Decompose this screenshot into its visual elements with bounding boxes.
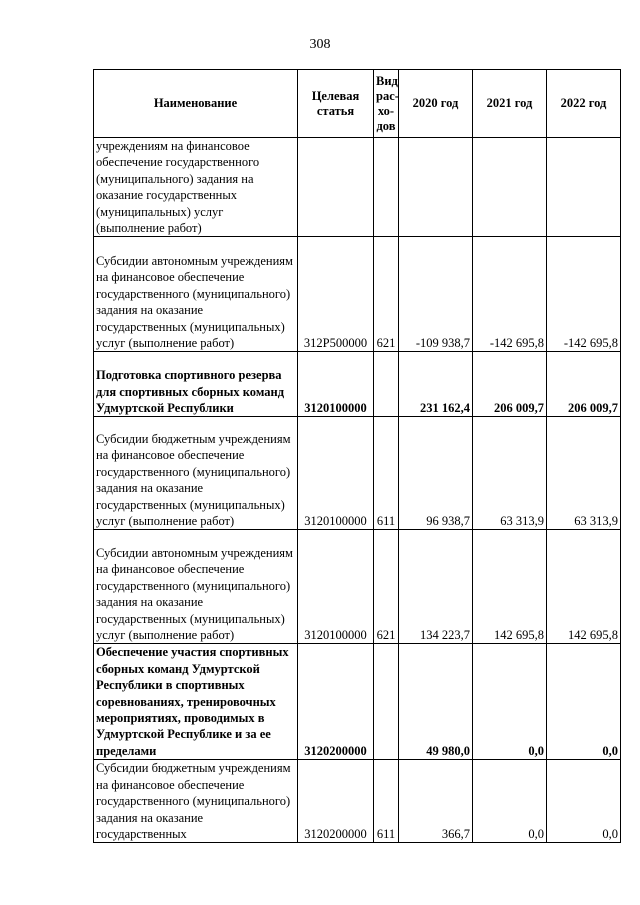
row-2022: 206 009,7: [547, 352, 621, 417]
row-2021: 206 009,7: [473, 352, 547, 417]
row-type: [374, 138, 399, 237]
row-type: 621: [374, 530, 399, 644]
table-row: [94, 237, 621, 352]
row-2020: 49 980,0: [399, 644, 473, 760]
table-row: [94, 530, 621, 644]
row-target: 3120100000: [298, 530, 374, 644]
header-target: Целевая статья: [298, 70, 374, 138]
row-2021: 142 695,8: [473, 530, 547, 644]
row-2021: -142 695,8: [473, 237, 547, 352]
row-2021: 0,0: [473, 644, 547, 760]
row-2020: 366,7: [399, 760, 473, 843]
row-name: Субсидии автономным учреждениям на финансовое обеспечение государственного (муниципального) задания на оказание государственных (муниципальных) услуг (выполнение работ): [94, 237, 298, 352]
row-target: 3120100000: [298, 417, 374, 530]
row-name: Субсидии бюджетным учреждениям на финансовое обеспечение государственного (муниципального) задания на оказание государственных: [94, 760, 298, 843]
row-target: 3120200000: [298, 760, 374, 843]
table-row: [94, 352, 621, 417]
row-type: [374, 644, 399, 760]
row-2021: [473, 138, 547, 237]
header-name: Наименование: [94, 70, 298, 138]
row-target: [298, 138, 374, 237]
header-2021: 2021 год: [473, 70, 547, 138]
row-2022: 63 313,9: [547, 417, 621, 530]
row-2020: [399, 138, 473, 237]
row-2022: 0,0: [547, 760, 621, 843]
table-row: [94, 644, 621, 760]
row-name: учреждениям на финансовое обеспечение государственного (муниципального) задания на оказание государственных (муниципальных) услуг (выполнение работ): [94, 138, 298, 237]
row-target: 3120100000: [298, 352, 374, 417]
row-2022: 0,0: [547, 644, 621, 760]
row-2020: -109 938,7: [399, 237, 473, 352]
row-type: 611: [374, 760, 399, 843]
row-type: 611: [374, 417, 399, 530]
table-row: [94, 760, 621, 843]
table-row: [94, 417, 621, 530]
table-row: [94, 138, 621, 237]
header-2022: 2022 год: [547, 70, 621, 138]
table-header-row: [94, 70, 621, 138]
row-name: Обеспечение участия спортивных сборных команд Удмуртской Республики в спортивных соревнованиях, тренировочных мероприятиях, проводимых в Удмуртской Республике и за ее пределами: [94, 644, 298, 760]
header-2020: 2020 год: [399, 70, 473, 138]
row-2020: 134 223,7: [399, 530, 473, 644]
row-2020: 231 162,4: [399, 352, 473, 417]
row-name: Субсидии автономным учреждениям на финансовое обеспечение государственного (муниципального) задания на оказание государственных (муниципальных) услуг (выполнение работ): [94, 530, 298, 644]
budget-table: [93, 69, 621, 843]
row-type: 621: [374, 237, 399, 352]
row-name: Подготовка спортивного резерва для спортивных сборных команд Удмуртской Республики: [94, 352, 298, 417]
row-2022: 142 695,8: [547, 530, 621, 644]
page-number: 308: [309, 37, 331, 52]
row-2021: 0,0: [473, 760, 547, 843]
row-2022: [547, 138, 621, 237]
row-type: [374, 352, 399, 417]
row-target: 3120200000: [298, 644, 374, 760]
row-2021: 63 313,9: [473, 417, 547, 530]
row-name: Субсидии бюджетным учреждениям на финансовое обеспечение государственного (муниципального) задания на оказание государственных (муниципальных) услуг (выполнение работ): [94, 417, 298, 530]
row-target: 312P500000: [298, 237, 374, 352]
header-type: Вид рас-хо-дов: [374, 70, 399, 138]
row-2020: 96 938,7: [399, 417, 473, 530]
row-2022: -142 695,8: [547, 237, 621, 352]
